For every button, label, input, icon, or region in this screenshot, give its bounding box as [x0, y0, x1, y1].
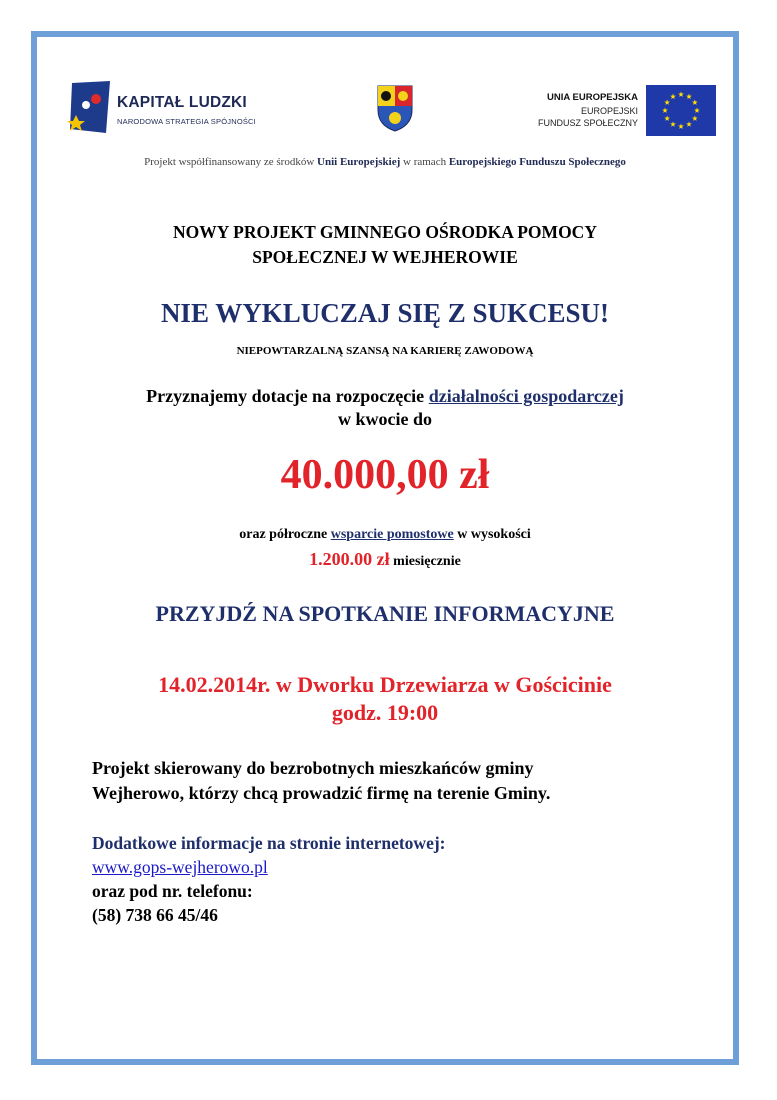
grant-info: Przyznajemy dotacje na rozpoczęcie działalności gospodarczej w kwocie do [36, 385, 734, 431]
tagline: NIEPOWTARZALNĄ SZANSĄ NA KARIERĘ ZAWODOWĄ [236, 345, 534, 357]
meeting-time: godz. 19:00 [331, 700, 439, 725]
project-heading-line1: NOWY PROJEKT GMINNEGO OŚRODKA POMOCY [173, 222, 597, 242]
meeting-date-line1: 14.02.2014r. w Dworku Drzewiarza w Gościcinie [158, 672, 612, 697]
bridge-support-info: oraz półroczne wsparcie pomostowe w wysokości 1.200.00 zł miesięcznie [239, 527, 531, 569]
municipal-crest-icon [376, 84, 414, 132]
info-heading: Dodatkowe informacje na stronie internetowej: [92, 833, 446, 853]
meeting-heading: PRZYJDŹ NA SPOTKANIE INFORMACYJNE [155, 601, 615, 626]
phone-label: oraz pod nr. telefonu: [92, 881, 253, 901]
grant-amount: 40.000,00 zł [280, 452, 490, 498]
eu-title: UNIA EUROPEJSKA [547, 92, 638, 103]
project-heading [36, 220, 734, 270]
cofinancing-note: Projekt współfinansowany ze środków Unii Europejskiej w ramach Europejskiego Funduszu Społecznego [144, 156, 626, 168]
kapital-ludzki-subtitle: NARODOWA STRATEGIA SPÓJNOŚCI [117, 117, 256, 126]
bridge-support-link[interactable]: wsparcie pomostowe [330, 527, 454, 542]
eu-subtitle-line2: FUNDUSZ SPOŁECZNY [537, 118, 638, 128]
website-link[interactable]: www.gops-wejherowo.pl [92, 857, 268, 877]
kapital-ludzki-title: KAPITAŁ LUDZKI [117, 94, 247, 111]
contact-info [92, 831, 712, 927]
grant-suffix: w kwocie do [338, 409, 432, 429]
support-amount: 1.200.00 zł [309, 549, 390, 569]
business-activity-link[interactable]: działalności gospodarczej [428, 386, 624, 406]
kapital-ludzki-logo-icon [66, 79, 114, 135]
target-audience: Projekt skierowany do bezrobotnych mieszkańców gminy Wejherowo, którzy chcą prowadzić firmę na terenie Gminy. [92, 758, 551, 803]
eu-subtitle-line1: EUROPEJSKI [580, 106, 638, 116]
phone-number: (58) 738 66 45/46 [92, 905, 218, 925]
meeting-date [36, 671, 734, 727]
project-heading-line2: SPOŁECZNEJ W WEJHEROWIE [252, 247, 518, 267]
slogan: NIE WYKLUCZAJ SIĘ Z SUKCESU! [160, 298, 610, 328]
eu-flag-icon [646, 85, 716, 136]
